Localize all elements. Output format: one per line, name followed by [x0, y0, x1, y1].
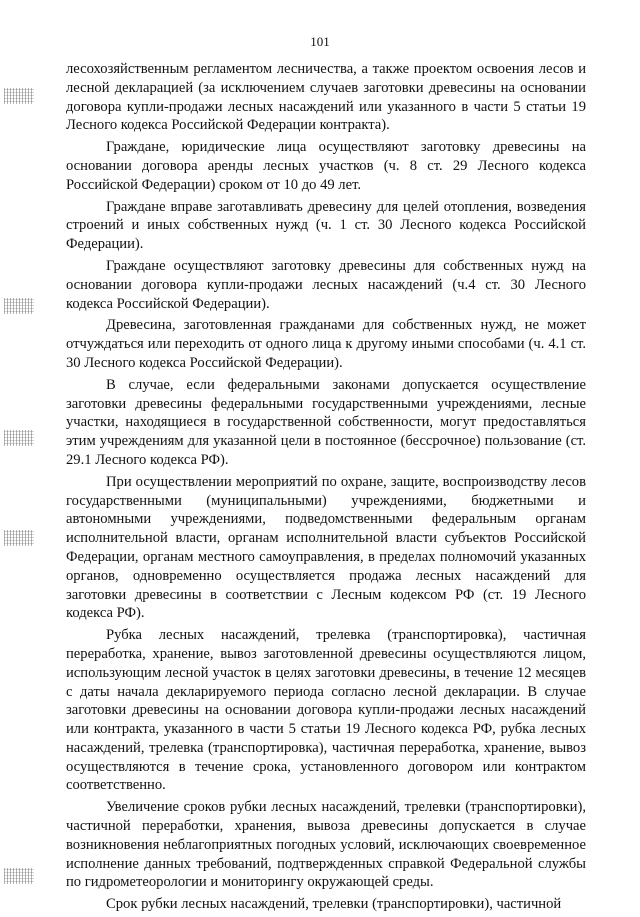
paragraph: Срок рубки лесных насаждений, трелевки (транспортировки), частичной [106, 896, 562, 913]
paragraph: Граждане, юридические лица осуществляют заготовку древесины на основании договора аренды лесных участков (ч. 8 ст. 29 Лесного кодекса Российской Федерации) сроком от 10 до 49 лет. [66, 139, 586, 193]
paragraph: Граждане осуществляют заготовку древесины для собственных нужд на основании договора купли-продажи лесных насаждений (ч.4 ст. 30 Лесного кодекса Российской Федерации). [66, 257, 586, 312]
paragraph: При осуществлении мероприятий по охране, защите, воспроизводству лесов государственными (муниципальными) учреждениями, бюджетными и автономными учреждениями, подведомственными федеральным органам исполнительной власти, органам исполнительной власти субъектов Российской Федерации, органам местного самоуправления, в пределах полномочий указанных органов, одновременно осуществляется продажа лесных насаждений для заготовки древесины в соответствии с Лесным кодексом РФ (ст. 19 Лесного кодекса РФ). [66, 473, 586, 622]
binding-hole-mark [4, 430, 34, 446]
binding-hole-mark [4, 868, 34, 884]
page-number: 101 [310, 34, 330, 49]
paragraph: В случае, если федеральными законами допускается осуществление заготовки древесины федеральными государственными учреждениями, лесные участки, находящиеся в государственной собственности, могут предоставляться этим учреждениям для указанной цели в постоянное (бессрочное) пользование (ст. 29.1 Лесного кодекса РФ). [66, 376, 586, 468]
paragraph: Граждане вправе заготавливать древесину для целей отопления, возведения строений и иных собственных нужд (ч. 1 ст. 30 Лесного кодекса Российской Федерации). [66, 198, 586, 253]
binding-hole-mark [4, 298, 34, 314]
document-body [66, 60, 586, 917]
binding-hole-mark [4, 88, 34, 104]
paragraph: лесохозяйственным регламентом лесничества, а также проектом освоения лесов и лесной декларацией (за исключением случаев заготовки древесины на основании договора купли-продажи лесных насаждений или указанного в части 5 статьи 19 Лесного кодекса Российской Федерации контракта). [66, 61, 586, 134]
paragraph: Увеличение сроков рубки лесных насаждений, трелевки (транспортировки), частичной переработки, хранения, вывоза древесины допускается в случае возникновения неблагоприятных погодных условий, исключающих своевременное исполнение данных требований, подтвержденных справкой Федеральной службы по гидрометеорологии и мониторингу окружающей среды. [66, 799, 586, 891]
paragraph: Рубка лесных насаждений, трелевка (транспортировка), частичная переработка, хранение, вывоз заготовленной древесины осуществляются лицом, использующим лесной участок в целях заготовки древесины, в течение 12 месяцев с даты начала декларируемого периода согласно лесной декларации. В случае заготовки древесины на основании договора купли-продажи лесных насаждений или контракта, указанного в части 5 статьи 19 Лесного кодекса РФ, рубка лесных насаждений, трелевка (транспортировка), частичная переработка, хранение, вывоз осуществляются в течение срока, установленного договором или контрактом соответственно. [66, 627, 586, 794]
paragraph: Древесина, заготовленная гражданами для собственных нужд, не может отчуждаться или переходить от одного лица к другому иными способами (ч. 4.1 ст. 30 Лесного кодекса Российской Федерации). [66, 317, 586, 371]
binding-hole-mark [4, 530, 34, 546]
scan-margin-marks [0, 0, 40, 910]
